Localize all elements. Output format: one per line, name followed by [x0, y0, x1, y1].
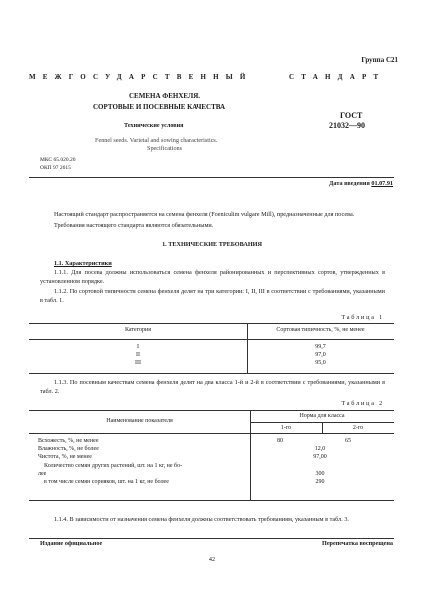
table2-row-2-name: Влажность, %, не более — [38, 446, 99, 452]
paragraph-scope: Настоящий стандарт распространяется на семена фенхеля (Foeniculim vulgare Mill), предназначенные для посева. — [54, 211, 355, 218]
section-1-heading: 1. ТЕХНИЧЕСКИЕ ТРЕБОВАНИЯ — [162, 241, 262, 248]
table2-row-3-value: 97,00 — [313, 454, 327, 460]
table1-row-2-value: 97,0 — [315, 352, 326, 358]
table2-row-5-name: в том числе семян сорняков, шт. на 1 кг, не более — [44, 479, 169, 485]
table1-row-1-value: 99,7 — [315, 344, 326, 350]
banner-left: МЕЖГОСУДАРСТВЕННЫЙ — [29, 73, 253, 81]
table2-header-class1: 1-го — [280, 425, 292, 431]
intro-date-value: 01.07.91 — [371, 180, 393, 187]
paragraph-mandatory: Требования настоящего стандарта являются обязательными. — [54, 222, 214, 230]
clause-1-1-3: 1.1.3. По посевным качествам семена фенхеля делят на два класса 1-й и 2-й в соответствии с требованиями, указанными в табл. 2. — [40, 379, 385, 396]
table1-header-category: Категория — [125, 327, 151, 333]
page-number: 42 — [208, 556, 216, 563]
section-1-body — [40, 259, 385, 305]
table1-row-3-value: 95,0 — [315, 360, 326, 366]
table2-row-1-class1: 80 — [277, 438, 283, 444]
table2-row-4-value: 300 — [315, 471, 325, 477]
clause-1-1-1: 1.1.1. Для посева должны использоваться семена фенхеля районированных и перспективных сортов, утвержденных в установленном порядке. — [40, 269, 385, 286]
header-divider — [29, 177, 394, 178]
table2-header-norm: Норма для класса — [299, 413, 345, 419]
table2-header-name: Наименование показателя — [106, 418, 173, 424]
intro-block — [40, 210, 385, 230]
intro-date-label: Дата введения — [329, 180, 370, 187]
footer-official: Издание официальное — [40, 540, 103, 547]
title-subtitle: Технические условия — [124, 122, 184, 129]
subsection-1-1: 1.1. Характеристики — [54, 260, 112, 267]
okp-code: ОКП 97 2615 — [40, 165, 71, 171]
clause-1-1-4: 1.1.4. В зависимости от назначения семена фенхеля должны соответствовать требованиям, указанным в табл. 3. — [54, 516, 349, 523]
table2-caption: Таблица 2 — [341, 400, 384, 407]
gost-label: ГОСТ — [340, 111, 363, 120]
table1-row-1-category: I — [137, 344, 139, 350]
title-line2: СОРТОВЫЕ И ПОСЕВНЫЕ КАЧЕСТВА — [93, 103, 226, 111]
footer-divider — [29, 538, 394, 539]
footer-reprint: Перепечатка воспрещена — [322, 540, 393, 547]
clause-1-1-4-block — [40, 515, 385, 524]
clause-1-1-3-block — [40, 378, 385, 396]
title-line1: СЕМЕНА ФЕНХЕЛЯ. — [129, 92, 201, 100]
table1-row-3-category: III — [135, 360, 141, 366]
table2-row-1-name: Всхожесть, %, не менее — [38, 438, 99, 444]
intro-date — [329, 180, 393, 187]
clause-1-1-2: 1.1.2. По сортовой типичности семена фенхеля делят на три категории: I, II, III в соответствии с требованиями, указанными в табл. 1. — [40, 287, 385, 304]
table2-row-4-name-cont: лее — [38, 471, 47, 477]
table1-header-typicality: Сортовая типичность, %, не менее — [276, 327, 365, 333]
table2-row-1-class2: 65 — [345, 438, 351, 444]
banner-right: СТАНДАРТ — [289, 73, 386, 81]
title-en-line1: Fennel seeds. Varietal and sowing characteristics. — [95, 137, 218, 144]
group-label: Группа С21 — [361, 56, 398, 64]
table2-header-class2: 2-го — [352, 425, 364, 431]
title-en-line2: Specifications — [147, 145, 183, 152]
gost-number: 21032—90 — [329, 121, 365, 130]
table1-row-2-category: II — [136, 352, 140, 358]
table2-row-4-name: Количество семян других растений, шт. на 1 кг, не бо- — [44, 463, 183, 469]
table2-row-2-value: 12,0 — [314, 446, 326, 452]
table2-row-3-name: Чистота, %, не менее — [38, 454, 92, 460]
table2-row-5-value: 290 — [315, 479, 325, 485]
mks-code: МКС 65.020.20 — [40, 157, 76, 163]
table1-caption: Таблица 1 — [341, 314, 384, 321]
